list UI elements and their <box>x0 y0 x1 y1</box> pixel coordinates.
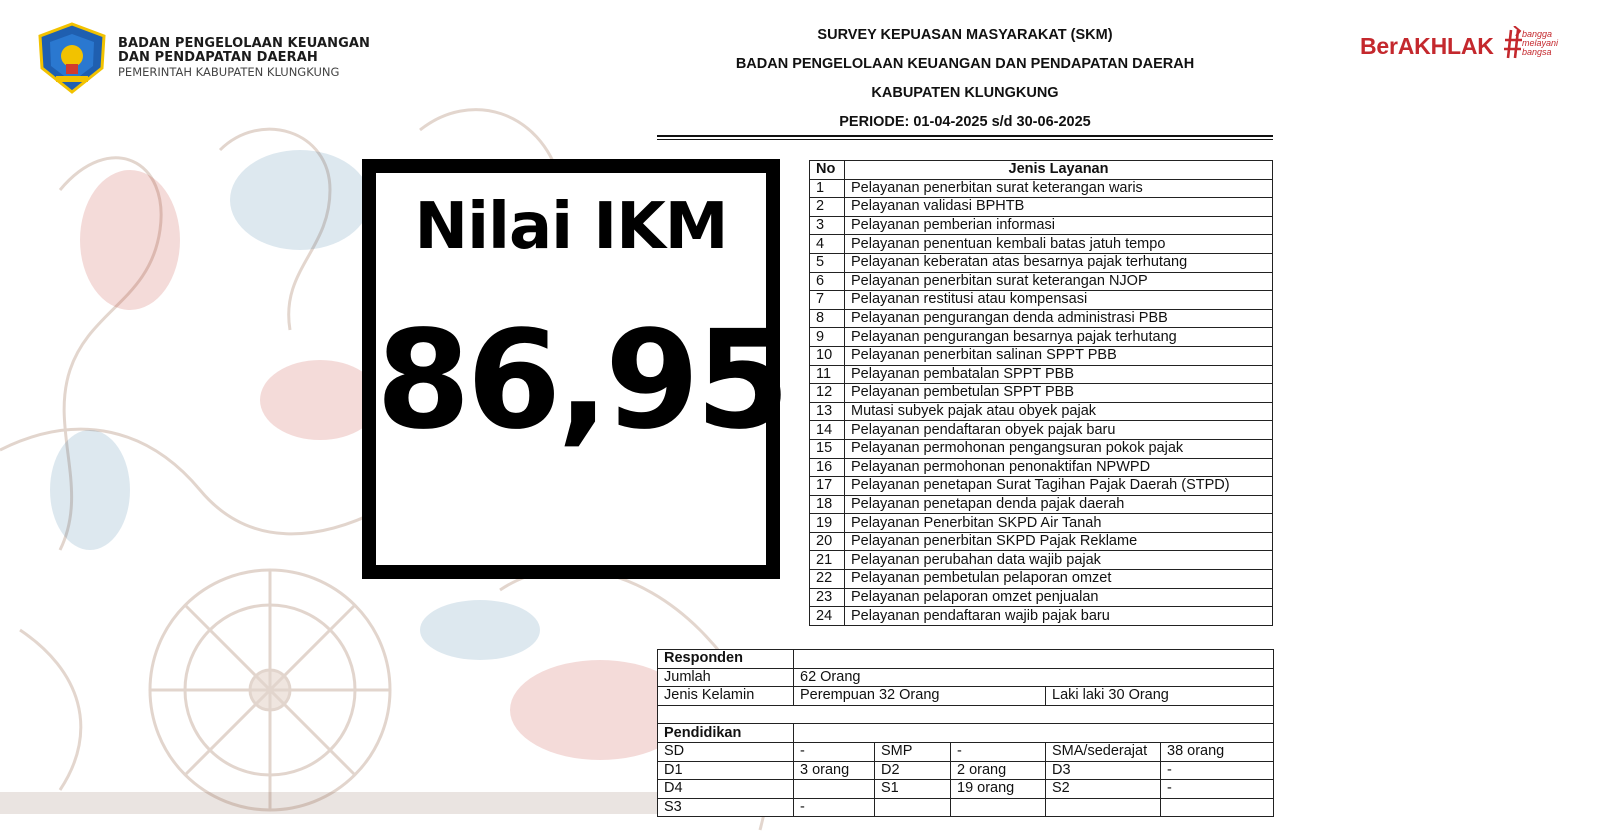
service-row <box>810 477 1273 496</box>
tag-melayani: melayani <box>1522 38 1559 48</box>
service-name: Pelayanan pendaftaran obyek pajak baru <box>845 421 1273 440</box>
education-row <box>658 780 1274 799</box>
service-number: 4 <box>810 235 845 254</box>
service-row <box>810 309 1273 328</box>
education-count <box>951 798 1046 817</box>
respondent-heading-row <box>658 650 1274 669</box>
service-name: Pelayanan penerbitan surat keterangan waris <box>845 179 1273 198</box>
service-name: Pelayanan pengurangan denda administrasi PBB <box>845 309 1273 328</box>
service-name: Pelayanan penetapan denda pajak daerah <box>845 495 1273 514</box>
service-row <box>810 272 1273 291</box>
service-name: Pelayanan pembetulan pelaporan omzet <box>845 570 1273 589</box>
gender-label: Jenis Kelamin <box>658 687 794 706</box>
service-number: 24 <box>810 607 845 626</box>
ikm-score-box <box>362 159 787 579</box>
service-number: 12 <box>810 384 845 403</box>
service-number: 7 <box>810 291 845 310</box>
service-name: Pelayanan pengurangan besarnya pajak terhutang <box>845 328 1273 347</box>
service-name: Pelayanan pendaftaran wajib pajak baru <box>845 607 1273 626</box>
service-row <box>810 198 1273 217</box>
education-level: SMP <box>875 742 951 761</box>
service-row <box>810 607 1273 626</box>
service-number: 19 <box>810 514 845 533</box>
service-name: Pelayanan restitusi atau kompensasi <box>845 291 1273 310</box>
service-row <box>810 384 1273 403</box>
education-heading: Pendidikan <box>658 724 794 743</box>
education-rows <box>658 742 1274 816</box>
service-row <box>810 253 1273 272</box>
education-count: 38 orang <box>1161 742 1274 761</box>
education-level: D1 <box>658 761 794 780</box>
education-count <box>794 780 875 799</box>
service-number: 1 <box>810 179 845 198</box>
government-emblem-icon <box>36 22 108 94</box>
title-divider-thin <box>657 139 1273 140</box>
gender-row <box>658 687 1274 706</box>
org-name-line1: BADAN PENGELOLAAN KEUANGAN <box>118 36 371 51</box>
education-level: D4 <box>658 780 794 799</box>
service-name: Pelayanan perubahan data wajib pajak <box>845 551 1273 570</box>
service-number: 16 <box>810 458 845 477</box>
organization-logo <box>36 22 370 94</box>
bangga-melayani-bangsa-tag <box>1504 20 1564 60</box>
total-label: Jumlah <box>658 668 794 687</box>
service-name: Pelayanan penerbitan surat keterangan NJOP <box>845 272 1273 291</box>
column-header-service: Jenis Layanan <box>845 161 1273 180</box>
service-name: Pelayanan validasi BPHTB <box>845 198 1273 217</box>
education-level <box>875 798 951 817</box>
service-name: Pelayanan pemberian informasi <box>845 216 1273 235</box>
service-row <box>810 328 1273 347</box>
education-level: S3 <box>658 798 794 817</box>
service-row <box>810 495 1273 514</box>
service-name: Pelayanan pembatalan SPPT PBB <box>845 365 1273 384</box>
service-row <box>810 365 1273 384</box>
education-level: SMA/sederajat <box>1046 742 1161 761</box>
education-count: - <box>794 742 875 761</box>
service-table-header <box>810 161 1273 180</box>
service-name: Pelayanan pembetulan SPPT PBB <box>845 384 1273 403</box>
tag-bangsa: bangsa <box>1522 47 1552 57</box>
education-count: - <box>794 798 875 817</box>
service-name: Pelayanan penerbitan salinan SPPT PBB <box>845 346 1273 365</box>
education-level: S1 <box>875 780 951 799</box>
service-row <box>810 514 1273 533</box>
title-divider <box>657 135 1273 137</box>
service-row <box>810 570 1273 589</box>
education-count: - <box>1161 761 1274 780</box>
survey-title <box>655 24 1275 140</box>
total-value: 62 Orang <box>794 668 1274 687</box>
service-number: 5 <box>810 253 845 272</box>
service-row <box>810 179 1273 198</box>
service-name: Mutasi subyek pajak atau obyek pajak <box>845 402 1273 421</box>
service-name: Pelayanan penerbitan SKPD Pajak Reklame <box>845 532 1273 551</box>
service-number: 18 <box>810 495 845 514</box>
service-number: 14 <box>810 421 845 440</box>
ikm-label: Nilai IKM <box>414 190 728 264</box>
service-number: 17 <box>810 477 845 496</box>
education-level: SD <box>658 742 794 761</box>
empty-cell <box>794 650 1274 669</box>
berakhlak-logo <box>1360 16 1560 62</box>
education-row <box>658 742 1274 761</box>
service-row <box>810 235 1273 254</box>
service-number: 23 <box>810 588 845 607</box>
org-name-line2: DAN PENDAPATAN DAERAH <box>118 50 318 65</box>
service-number: 15 <box>810 439 845 458</box>
service-name: Pelayanan Penerbitan SKPD Air Tanah <box>845 514 1273 533</box>
service-number: 20 <box>810 532 845 551</box>
org-government-line: PEMERINTAH KABUPATEN KLUNGKUNG <box>118 65 340 79</box>
service-number: 2 <box>810 198 845 217</box>
respondent-table <box>657 649 1274 817</box>
service-row <box>810 291 1273 310</box>
education-count: 2 orang <box>951 761 1046 780</box>
service-row <box>810 458 1273 477</box>
service-number: 13 <box>810 402 845 421</box>
title-line-regency: KABUPATEN KLUNGKUNG <box>871 85 1059 101</box>
service-number: 9 <box>810 328 845 347</box>
service-number: 8 <box>810 309 845 328</box>
service-name: Pelayanan keberatan atas besarnya pajak terhutang <box>845 253 1273 272</box>
service-number: 10 <box>810 346 845 365</box>
service-name: Pelayanan penentuan kembali batas jatuh tempo <box>845 235 1273 254</box>
ikm-value: 86,95 <box>376 302 787 460</box>
service-number: 11 <box>810 365 845 384</box>
berakhlak-wordmark: BerAKHLAK <box>1360 33 1494 59</box>
tag-bangga: bangga <box>1522 29 1553 39</box>
education-level: D3 <box>1046 761 1161 780</box>
service-types-table <box>809 160 1273 626</box>
column-header-no: No <box>810 161 845 180</box>
education-count: 19 orang <box>951 780 1046 799</box>
service-row <box>810 402 1273 421</box>
title-line-survey: SURVEY KEPUASAN MASYARAKAT (SKM) <box>817 27 1113 43</box>
service-name: Pelayanan penetapan Surat Tagihan Pajak Daerah (STPD) <box>845 477 1273 496</box>
service-row <box>810 588 1273 607</box>
title-line-agency: BADAN PENGELOLAAN KEUANGAN DAN PENDAPATAN DAERAH <box>735 56 1195 72</box>
empty-cell <box>658 705 1274 724</box>
service-table-body <box>810 179 1273 625</box>
service-name: Pelayanan pelaporan omzet penjualan <box>845 588 1273 607</box>
empty-cell <box>794 724 1274 743</box>
spacer-row <box>658 705 1274 724</box>
respondent-heading: Responden <box>658 650 794 669</box>
service-row <box>810 346 1273 365</box>
service-number: 3 <box>810 216 845 235</box>
service-number: 21 <box>810 551 845 570</box>
education-heading-row <box>658 724 1274 743</box>
education-row <box>658 798 1274 817</box>
education-count: 3 orang <box>794 761 875 780</box>
education-count: - <box>951 742 1046 761</box>
education-row <box>658 761 1274 780</box>
service-row <box>810 439 1273 458</box>
education-count: - <box>1161 780 1274 799</box>
male-count: Laki laki 30 Orang <box>1046 687 1274 706</box>
service-row <box>810 421 1273 440</box>
service-row <box>810 532 1273 551</box>
hashtag-icon <box>1504 26 1524 60</box>
service-row <box>810 216 1273 235</box>
total-row <box>658 668 1274 687</box>
female-count: Perempuan 32 Orang <box>794 687 1046 706</box>
service-name: Pelayanan permohonan penonaktifan NPWPD <box>845 458 1273 477</box>
service-name: Pelayanan permohonan pengangsuran pokok pajak <box>845 439 1273 458</box>
service-row <box>810 551 1273 570</box>
education-level: D2 <box>875 761 951 780</box>
service-number: 22 <box>810 570 845 589</box>
title-line-period: PERIODE: 01-04-2025 s/d 30-06-2025 <box>839 114 1091 130</box>
education-level: S2 <box>1046 780 1161 799</box>
education-count <box>1161 798 1274 817</box>
service-number: 6 <box>810 272 845 291</box>
education-level <box>1046 798 1161 817</box>
